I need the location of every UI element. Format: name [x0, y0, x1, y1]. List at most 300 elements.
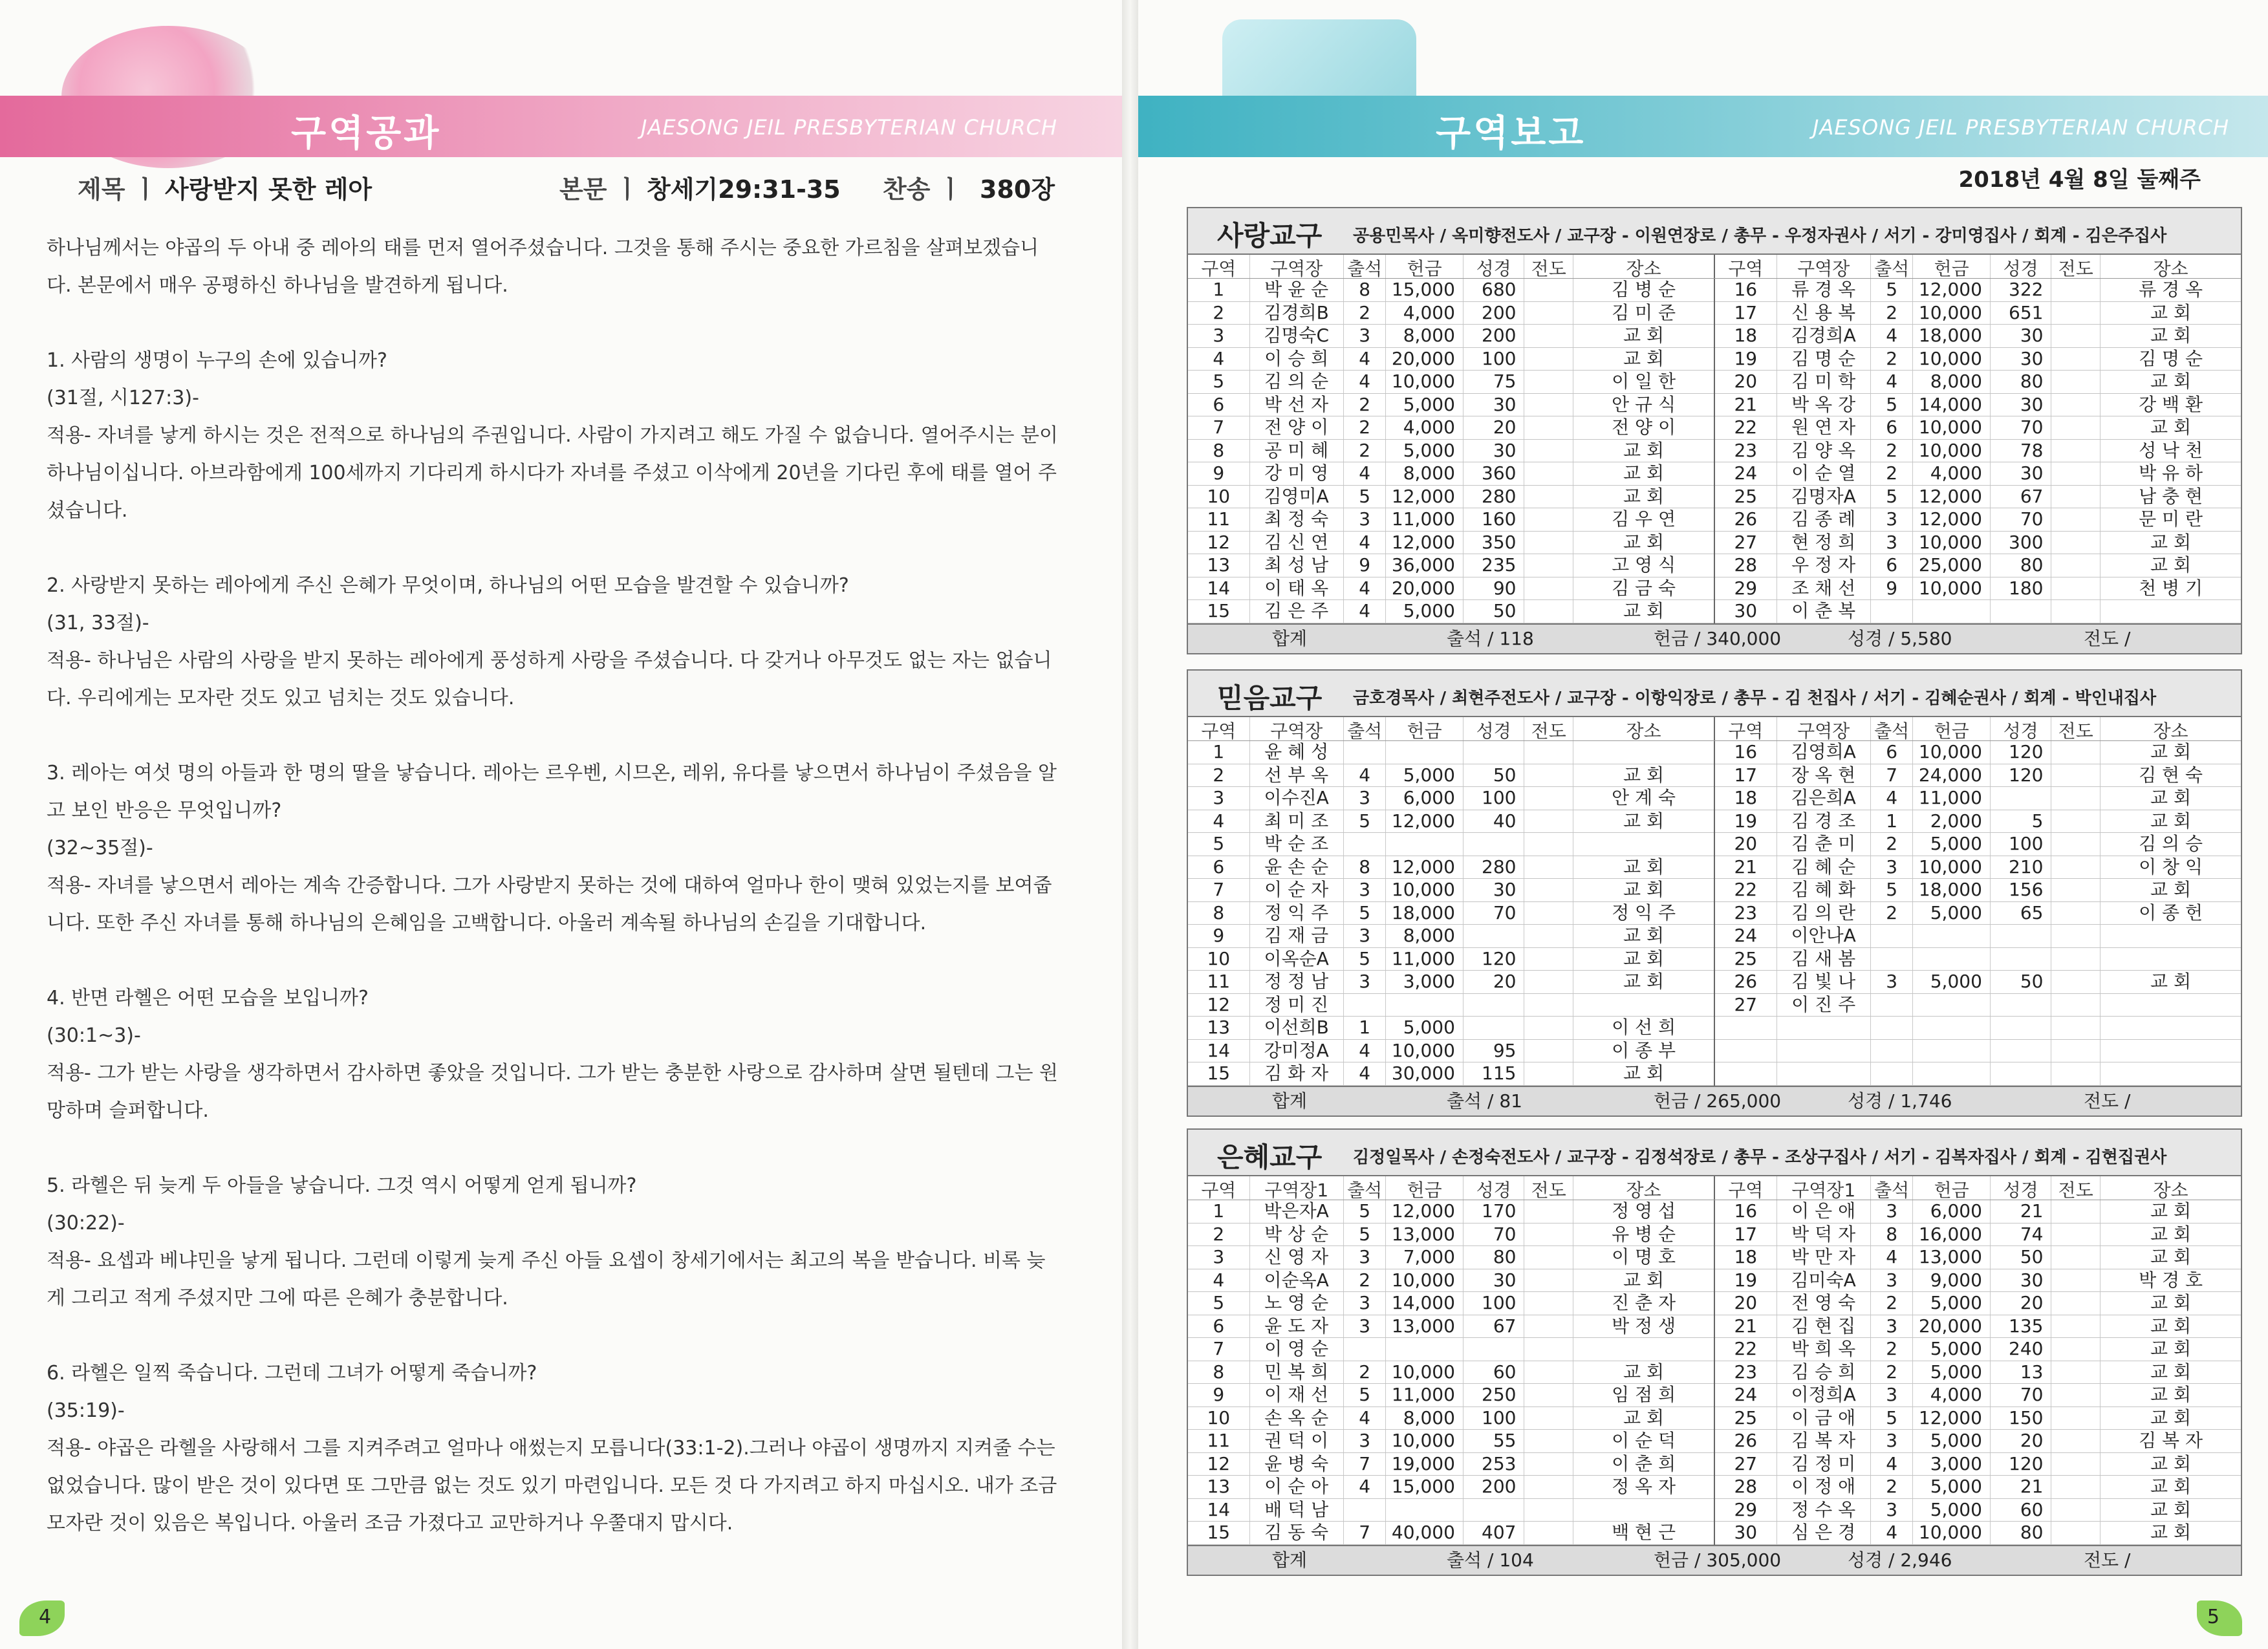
table-cell [1524, 856, 1573, 879]
table-row [1715, 902, 2241, 925]
table-cell: 3,000 [1913, 1453, 1990, 1476]
table-cell: 5,000 [1913, 1476, 1990, 1498]
table-cell: 3 [1344, 879, 1387, 901]
table-cell [2051, 1522, 2101, 1544]
table-cell: 100 [1463, 787, 1525, 810]
table-cell: 천 병 기 [2139, 577, 2203, 599]
table-cell: 10,000 [1913, 416, 1990, 439]
column-header: 전도 [1524, 255, 1573, 278]
paragraph-gap [47, 1317, 1059, 1355]
table-cell [1344, 1499, 1387, 1522]
table-row [1188, 325, 1714, 348]
table-cell: 김 재 금 [1250, 925, 1344, 947]
table-cell [1524, 508, 1573, 531]
table-cell: 4 [1344, 1040, 1387, 1062]
table-row [1715, 1499, 2241, 1522]
table-cell [1463, 994, 1525, 1017]
table-cell: 40 [1463, 810, 1525, 833]
table-cell [1524, 1017, 1573, 1039]
paragraph-gap [47, 305, 1059, 342]
table-cell: 교 회 [2150, 1223, 2192, 1245]
column-header: 장소 [1626, 258, 1661, 278]
table-cell: 5,000 [1386, 440, 1463, 462]
table-cell: 이수진A [1250, 787, 1344, 810]
table-cell: 30 [1715, 1522, 1777, 1544]
table-row [1715, 1476, 2241, 1499]
table-cell [1573, 741, 1714, 764]
table-cell: 유 병 순 [1612, 1223, 1676, 1245]
table-cell [2051, 994, 2101, 1017]
table-cell: 14 [1188, 1499, 1250, 1522]
table-cell [1524, 994, 1573, 1017]
table-cell: 박 선 자 [1250, 394, 1344, 416]
table-cell: 김 동 숙 [1250, 1522, 1344, 1544]
table-cell: 4 [1344, 600, 1387, 623]
table-cell: 정 정 남 [1250, 971, 1344, 993]
table-row [1715, 1292, 2241, 1315]
table-cell: 노 영 순 [1250, 1292, 1344, 1315]
table-cell: 10,000 [1386, 1361, 1463, 1384]
total-bible: 성경 / 2,946 [1848, 1549, 1952, 1571]
table-cell [2051, 879, 2101, 901]
table-cell: 2 [1871, 348, 1914, 371]
table-cell: 29 [1715, 1499, 1777, 1522]
table-cell: 74 [1991, 1223, 2052, 1246]
table-cell: 교 회 [2150, 1338, 2192, 1359]
table-cell: 현 정 희 [1777, 532, 1871, 554]
table-row [1715, 1522, 2241, 1545]
table-cell: 박 희 옥 [1777, 1338, 1871, 1361]
table-cell: 36,000 [1386, 554, 1463, 577]
table-cell: 권 덕 이 [1250, 1430, 1344, 1452]
table-cell: 김 복 자 [1777, 1430, 1871, 1452]
table-cell: 17 [1715, 764, 1777, 787]
column-header: 전도 [2051, 1176, 2101, 1200]
table-cell: 4,000 [1913, 1384, 1990, 1406]
table-cell: 10 [1188, 948, 1250, 971]
table-cell [2051, 279, 2101, 301]
column-headers [1188, 717, 2241, 741]
table-cell: 10,000 [1386, 1269, 1463, 1292]
table-row [1715, 810, 2241, 834]
table-row [1188, 787, 1714, 810]
table-cell: 교 회 [1623, 1406, 1665, 1428]
table-cell: 윤 병 숙 [1250, 1453, 1344, 1476]
table-cell: 윤 혜 성 [1250, 741, 1344, 764]
table-cell [2051, 1269, 2101, 1292]
table-cell [1913, 1062, 1990, 1085]
lesson-paragraph: 적용- 야곱은 라헬을 사랑해서 그를 지켜주려고 얼마나 애썼는지 모릅니다(33:1-2).그러나 야곱이 생명까지 지켜줄 수는 없었습니다. 많이 받은 것이 있다면 또 그만큼 없는 것도 있기 마련입니다. 모든 것 다 가지려고 하지 마십시오. 내가 조금 모자란 것이 있음은 복입니다. 아울러 조금 가졌다고 교만하거나 우쭐대지 맙시다. [47, 1437, 1057, 1535]
table-cell: 65 [1991, 902, 2052, 925]
table-cell: 2 [1188, 1223, 1250, 1246]
table-cell: 이 선 희 [1612, 1017, 1676, 1038]
table-cell: 5,000 [1913, 1338, 1990, 1361]
table-cell: 이안나A [1777, 925, 1871, 947]
table-cell [2101, 1017, 2241, 1039]
table-cell: 김 종 례 [1777, 508, 1871, 531]
table-cell [2051, 1200, 2101, 1223]
column-header: 구역 [1715, 1176, 1777, 1200]
table-cell: 70 [1991, 416, 2052, 439]
table-row [1715, 554, 2241, 577]
table-cell: 24,000 [1913, 764, 1990, 787]
column-header: 장소 [2153, 258, 2188, 278]
lesson-paragraph: (35:19)- [47, 1399, 125, 1422]
table-cell [1777, 1017, 1871, 1039]
table-cell: 4 [1344, 371, 1387, 393]
table-row [1188, 1499, 1714, 1522]
table-cell: 교 회 [2150, 787, 2192, 808]
table-cell: 135 [1991, 1315, 2052, 1338]
table-cell [2051, 554, 2101, 577]
section-banner [1138, 96, 2268, 157]
table-row [1188, 1246, 1714, 1269]
table-cell: 8 [1344, 856, 1387, 879]
table-cell: 이 진 주 [1777, 994, 1871, 1017]
total-attendance: 출석 / 118 [1447, 627, 1534, 649]
table-row [1188, 508, 1714, 532]
table-cell: 김경희B [1250, 302, 1344, 325]
table-cell: 김명숙C [1250, 325, 1344, 347]
column-header: 헌금 [1913, 255, 1990, 278]
table-cell: 9 [1344, 554, 1387, 577]
table-cell: 원 연 자 [1777, 416, 1871, 439]
table-row [1715, 948, 2241, 971]
table-cell: 80 [1991, 554, 2052, 577]
table-cell: 7 [1188, 879, 1250, 901]
table-cell [1386, 1338, 1463, 1361]
table-cell: 20 [1463, 971, 1525, 993]
table-row [1188, 1040, 1714, 1063]
table-cell: 10 [1188, 1407, 1250, 1430]
total-label: 합계 [1272, 627, 1308, 649]
table-cell: 9,000 [1913, 1269, 1990, 1292]
total-label: 합계 [1272, 1090, 1308, 1112]
table-cell [1991, 994, 2052, 1017]
table-cell: 5 [1871, 1407, 1914, 1430]
table-cell: 5 [1344, 810, 1387, 833]
column-header: 구역장 [1250, 255, 1344, 278]
table-cell: 장 옥 현 [1777, 764, 1871, 787]
table-cell: 30 [1991, 325, 2052, 347]
table-cell [1524, 902, 1573, 925]
table-cell [1991, 787, 2052, 810]
table-cell: 윤 도 자 [1250, 1315, 1344, 1338]
table-row [1188, 394, 1714, 417]
table-cell [2051, 1499, 2101, 1522]
table-row [1188, 1384, 1714, 1407]
table-cell: 50 [1991, 1246, 2052, 1269]
table-cell: 교 회 [2150, 1361, 2192, 1383]
table-row [1715, 348, 2241, 371]
table-cell: 8,000 [1386, 462, 1463, 485]
district-table [1187, 669, 2242, 1117]
table-row [1715, 1407, 2241, 1430]
table-cell [1715, 1040, 1777, 1062]
district-staff: 김정일목사 / 손정숙전도사 / 교구장 - 김정석장로 / 총무 - 조상구집사 / 서기 - 김복자집사 / 회계 - 김현집권사 [1353, 1148, 2167, 1167]
table-cell [2051, 325, 2101, 347]
table-cell: 2 [1871, 302, 1914, 325]
lesson-body [47, 230, 1059, 1542]
total-bible: 성경 / 1,746 [1848, 1090, 1952, 1112]
table-cell: 200 [1463, 302, 1525, 325]
column-header: 구역장 [1250, 717, 1344, 740]
table-cell: 15 [1188, 600, 1250, 623]
table-cell: 이 승 희 [1250, 348, 1344, 371]
lesson-paragraph: 적용- 자녀를 낳게 하시는 것은 전적으로 하나님의 주권입니다. 사람이 가지려고 해도 가질 수 없습니다. 열어주시는 분이 하나님이십니다. 아브라함에게 100세까지 기다리게 하시다가 자녀를 주셨고 이삭에게 20년을 기다린 후에 태를 열어 주셨습니다. [47, 424, 1058, 522]
table-cell: 280 [1463, 856, 1525, 879]
table-row [1715, 1384, 2241, 1407]
table-cell [2051, 741, 2101, 764]
table-cell [1991, 948, 2052, 971]
table-cell: 3 [1188, 787, 1250, 810]
table-cell: 10,000 [1913, 440, 1990, 462]
table-cell: 이 순 덕 [1612, 1430, 1676, 1451]
table-cell: 15 [1188, 1062, 1250, 1085]
table-cell: 3,000 [1386, 971, 1463, 993]
table-cell: 강 백 환 [2139, 393, 2203, 415]
table-row [1188, 302, 1714, 325]
table-cell: 7 [1188, 416, 1250, 439]
table-cell: 30 [1991, 348, 2052, 371]
table-cell: 이 금 애 [1777, 1407, 1871, 1430]
table-cell: 55 [1463, 1430, 1525, 1452]
table-cell: 교 회 [2150, 301, 2192, 323]
column-header: 헌금 [1386, 717, 1463, 740]
table-cell: 80 [1463, 1246, 1525, 1269]
table-cell: 2 [1871, 440, 1914, 462]
table-row [1188, 416, 1714, 440]
lesson-paragraph: 2. 사랑받지 못하는 레아에게 주신 은혜가 무엇이며, 하나님의 어떤 모습을 발견할 수 있습니까? [47, 574, 849, 597]
table-cell: 30 [1463, 394, 1525, 416]
table-cell: 강 미 영 [1250, 462, 1344, 485]
table-row [1188, 1017, 1714, 1040]
table-cell [1524, 879, 1573, 901]
table-cell: 김 현 집 [1777, 1315, 1871, 1338]
table-cell: 3 [1188, 1246, 1250, 1269]
column-header: 전도 [1524, 717, 1573, 740]
table-cell: 15,000 [1386, 1476, 1463, 1498]
table-cell [1871, 1017, 1914, 1039]
table-cell: 교 회 [1623, 856, 1665, 878]
table-cell [1524, 1040, 1573, 1062]
table-cell: 360 [1463, 462, 1525, 485]
table-cell [1344, 833, 1387, 856]
table-cell: 4 [1344, 1062, 1387, 1085]
table-cell [2101, 600, 2241, 623]
table-cell: 250 [1463, 1384, 1525, 1406]
table-cell: 교 회 [1623, 347, 1665, 369]
table-cell: 78 [1991, 440, 2052, 462]
table-cell: 18 [1715, 787, 1777, 810]
table-cell: 정 익 주 [1250, 902, 1344, 925]
column-header: 출석 [1871, 1176, 1914, 1200]
table-row [1715, 833, 2241, 856]
table-row [1715, 879, 2241, 902]
table-cell: 8 [1188, 440, 1250, 462]
table-cell: 김경희A [1777, 325, 1871, 347]
column-header: 구역 [1188, 255, 1250, 278]
table-cell: 12,000 [1386, 486, 1463, 508]
lesson-paragraph: (31, 33절)- [47, 612, 149, 634]
lesson-paragraph: 1. 사람의 생명이 누구의 손에 있습니까? [47, 349, 387, 372]
table-row [1188, 948, 1714, 971]
column-header: 구역장 [1777, 255, 1871, 278]
table-cell: 21 [1715, 1315, 1777, 1338]
table-cell [2051, 764, 2101, 787]
table-row [1715, 787, 2241, 810]
lesson-paragraph: (32~35절)- [47, 837, 153, 859]
paragraph-gap [47, 717, 1059, 755]
table-cell: 7 [1871, 764, 1914, 787]
table-cell [2051, 532, 2101, 554]
table-cell [2101, 1040, 2241, 1062]
table-cell: 27 [1715, 1453, 1777, 1476]
table-cell: 7 [1344, 1453, 1387, 1476]
table-row [1188, 554, 1714, 577]
table-cell: 9 [1871, 577, 1914, 600]
table-cell: 8,000 [1386, 925, 1463, 947]
table-cell: 교 회 [2150, 810, 2192, 832]
table-cell [1777, 1040, 1871, 1062]
table-cell: 김 화 자 [1250, 1062, 1344, 1085]
table-cell: 이선희B [1250, 1017, 1344, 1039]
table-cell: 3 [1871, 1430, 1914, 1452]
table-cell: 100 [1991, 833, 2052, 856]
table-cell: 70 [1463, 902, 1525, 925]
table-cell: 3 [1344, 1292, 1387, 1315]
table-cell: 21 [1991, 1200, 2052, 1223]
table-cell: 67 [1463, 1315, 1525, 1338]
table-cell: 박 상 순 [1250, 1223, 1344, 1246]
table-cell: 5 [1344, 902, 1387, 925]
table-cell: 성 낙 천 [2139, 439, 2203, 461]
table-cell: 18 [1715, 1246, 1777, 1269]
table-cell: 4 [1344, 1476, 1387, 1498]
table-cell: 손 옥 순 [1250, 1407, 1344, 1430]
table-cell: 680 [1463, 279, 1525, 301]
table-cell: 6 [1188, 856, 1250, 879]
table-cell: 교 회 [2150, 741, 2192, 762]
table-cell: 교 회 [1623, 925, 1665, 946]
table-row [1188, 1315, 1714, 1339]
table-cell [1524, 1499, 1573, 1522]
table-cell: 정 옥 자 [1612, 1476, 1676, 1497]
table-cell: 9 [1188, 462, 1250, 485]
table-cell: 교 회 [2150, 531, 2192, 553]
lesson-paragraph: (30:1~3)- [47, 1024, 141, 1047]
table-cell: 17 [1715, 1223, 1777, 1246]
table-cell: 류 경 옥 [2139, 279, 2203, 300]
table-cell [1524, 1292, 1573, 1315]
table-row [1188, 879, 1714, 902]
table-cell: 5 [1188, 1292, 1250, 1315]
table-cell: 4 [1344, 577, 1387, 600]
table-row [1188, 577, 1714, 601]
table-cell [1524, 1062, 1573, 1085]
column-header: 출석 [1344, 255, 1387, 278]
table-row [1715, 1200, 2241, 1223]
table-cell: 이 정 애 [1777, 1476, 1871, 1498]
table-cell [1871, 1040, 1914, 1062]
table-cell: 30 [1463, 440, 1525, 462]
totals-row [1188, 1086, 2241, 1116]
column-header: 출석 [1344, 717, 1387, 740]
table-cell: 13,000 [1913, 1246, 1990, 1269]
table-cell: 교 회 [2150, 1246, 2192, 1267]
table-cell: 12,000 [1386, 532, 1463, 554]
table-cell: 이옥순A [1250, 948, 1344, 971]
column-header: 성경 [1463, 255, 1525, 278]
table-cell [2051, 833, 2101, 856]
table-cell [1524, 948, 1573, 971]
table-cell: 23 [1715, 1361, 1777, 1384]
table-cell: 30 [1991, 1269, 2052, 1292]
table-cell [2051, 925, 2101, 947]
table-row [1715, 741, 2241, 764]
table-cell: 20 [1991, 1292, 2052, 1315]
table-cell [1524, 302, 1573, 325]
table-cell: 23 [1715, 440, 1777, 462]
table-cell: 5 [1344, 1223, 1387, 1246]
table-cell: 7,000 [1386, 1246, 1463, 1269]
table-cell: 5 [1871, 279, 1914, 301]
table-cell [1524, 1315, 1573, 1338]
table-cell: 4,000 [1386, 416, 1463, 439]
total-label: 합계 [1272, 1549, 1308, 1571]
table-row [1188, 1338, 1714, 1361]
table-cell: 10,000 [1913, 302, 1990, 325]
table-row [1188, 600, 1714, 623]
table-row [1188, 902, 1714, 925]
table-cell: 3 [1871, 1499, 1914, 1522]
table-cell [2101, 1062, 2241, 1085]
table-cell: 이 재 선 [1250, 1384, 1344, 1406]
table-cell [2051, 810, 2101, 833]
table-row [1188, 532, 1714, 555]
table-cell: 2,000 [1913, 810, 1990, 833]
table-cell: 5 [1871, 486, 1914, 508]
table-cell: 10,000 [1386, 371, 1463, 393]
table-cell [1871, 948, 1914, 971]
table-row [1715, 1315, 2241, 1339]
table-cell: 교 회 [1623, 947, 1665, 969]
column-header: 전도 [1524, 1176, 1573, 1200]
table-cell [2051, 1430, 2101, 1452]
table-cell: 김 은 주 [1250, 600, 1344, 623]
table-cell: 20,000 [1913, 1315, 1990, 1338]
table-cell: 12 [1188, 1453, 1250, 1476]
table-cell: 29 [1715, 577, 1777, 600]
table-cell: 2 [1871, 1361, 1914, 1384]
table-cell: 김은희A [1777, 787, 1871, 810]
table-row [1188, 764, 1714, 788]
table-cell: 2 [1344, 1361, 1387, 1384]
table-cell: 안 규 식 [1612, 393, 1676, 415]
table-cell: 170 [1463, 1200, 1525, 1223]
table-cell [2101, 948, 2241, 971]
table-cell: 12,000 [1386, 810, 1463, 833]
table-cell: 박 윤 순 [1250, 279, 1344, 301]
table-cell: 13 [1188, 1476, 1250, 1498]
table-cell: 이 은 애 [1777, 1200, 1871, 1223]
table-cell: 교 회 [1623, 1269, 1665, 1291]
table-row [1715, 1017, 2241, 1040]
table-cell: 교 회 [2150, 1315, 2192, 1337]
table-cell [1913, 1017, 1990, 1039]
table-cell: 교 회 [2150, 416, 2192, 438]
table-cell: 5 [1344, 948, 1387, 971]
